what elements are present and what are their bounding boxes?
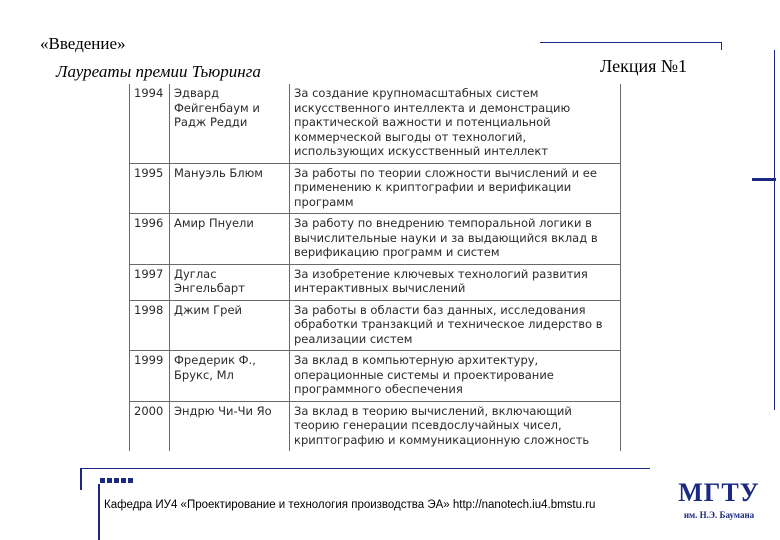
table-row xyxy=(130,214,621,265)
right-edge-line xyxy=(774,50,775,410)
footer-decoration xyxy=(100,478,133,483)
table-row xyxy=(130,300,621,351)
contribution-cell: За работы в области баз данных, исследования обработки транзакций и техническое лидерство в реализации систем xyxy=(290,300,621,351)
footer-block xyxy=(100,478,105,483)
footer-text: Кафедра ИУ4 «Проектирование и технология производства ЭА» http://nanotech.iu4.bmstu.ru xyxy=(104,499,596,511)
contribution-cell: За создание крупномасштабных систем искусственного интеллекта и демонстрацию практической важности и потенциальной коммерческой выгоды от технологий, использующих искусственный интеллект xyxy=(290,84,621,163)
name-cell: Дуглас Энгельбарт xyxy=(170,264,290,300)
section-title: «Введение» xyxy=(40,34,126,53)
logo-subtitle: им. Н.Э. Баумана xyxy=(683,510,755,520)
year-cell: 1996 xyxy=(130,214,170,265)
contribution-cell: За работу по внедрению темпоральной логики в вычислительные науки и за выдающийся вклад в верификацию программ и систем xyxy=(290,214,621,265)
year-cell: 2000 xyxy=(130,401,170,451)
footer-block xyxy=(107,478,112,483)
footer-stem xyxy=(98,484,100,540)
contribution-cell: За вклад в компьютерную архитектуру, операционные системы и проектирование программного обеспечения xyxy=(290,351,621,402)
header-divider-tick xyxy=(721,42,722,50)
laureates-table xyxy=(129,84,621,451)
table-row xyxy=(130,351,621,402)
logo-name: МГТУ xyxy=(678,478,760,507)
footer-block xyxy=(121,478,126,483)
footer-divider xyxy=(80,468,650,469)
university-logo xyxy=(662,478,776,536)
contribution-cell: За вклад в теорию вычислений, включающий теорию генерации псевдослучайных чисел, криптографию и коммуникационную сложность xyxy=(290,401,621,451)
table-row xyxy=(130,163,621,214)
footer-block xyxy=(128,478,133,483)
year-cell: 1998 xyxy=(130,300,170,351)
year-cell: 1994 xyxy=(130,84,170,163)
year-cell: 1997 xyxy=(130,264,170,300)
contribution-cell: За изобретение ключевых технологий развития интерактивных вычислений xyxy=(290,264,621,300)
year-cell: 1999 xyxy=(130,351,170,402)
slide-subtitle: Лауреаты премии Тьюринга xyxy=(56,62,261,81)
name-cell: Эндрю Чи-Чи Яо xyxy=(170,401,290,451)
table-row xyxy=(130,84,621,163)
laureates-table-container xyxy=(129,84,621,470)
table-row xyxy=(130,401,621,451)
contribution-cell: За работы по теории сложности вычислений и ее применению к криптографии и верификации программ xyxy=(290,163,621,214)
name-cell: Мануэль Блюм xyxy=(170,163,290,214)
right-edge-marker xyxy=(752,178,776,181)
name-cell: Фредерик Ф., Брукс, Мл xyxy=(170,351,290,402)
footer-divider-tick xyxy=(80,468,82,490)
table-row xyxy=(130,264,621,300)
lecture-label: Лекция №1 xyxy=(600,56,688,76)
name-cell: Эдвард Фейгенбаум и Радж Редди xyxy=(170,84,290,163)
header-divider xyxy=(540,42,722,43)
name-cell: Амир Пнуели xyxy=(170,214,290,265)
name-cell: Джим Грей xyxy=(170,300,290,351)
year-cell: 1995 xyxy=(130,163,170,214)
footer-block xyxy=(114,478,119,483)
